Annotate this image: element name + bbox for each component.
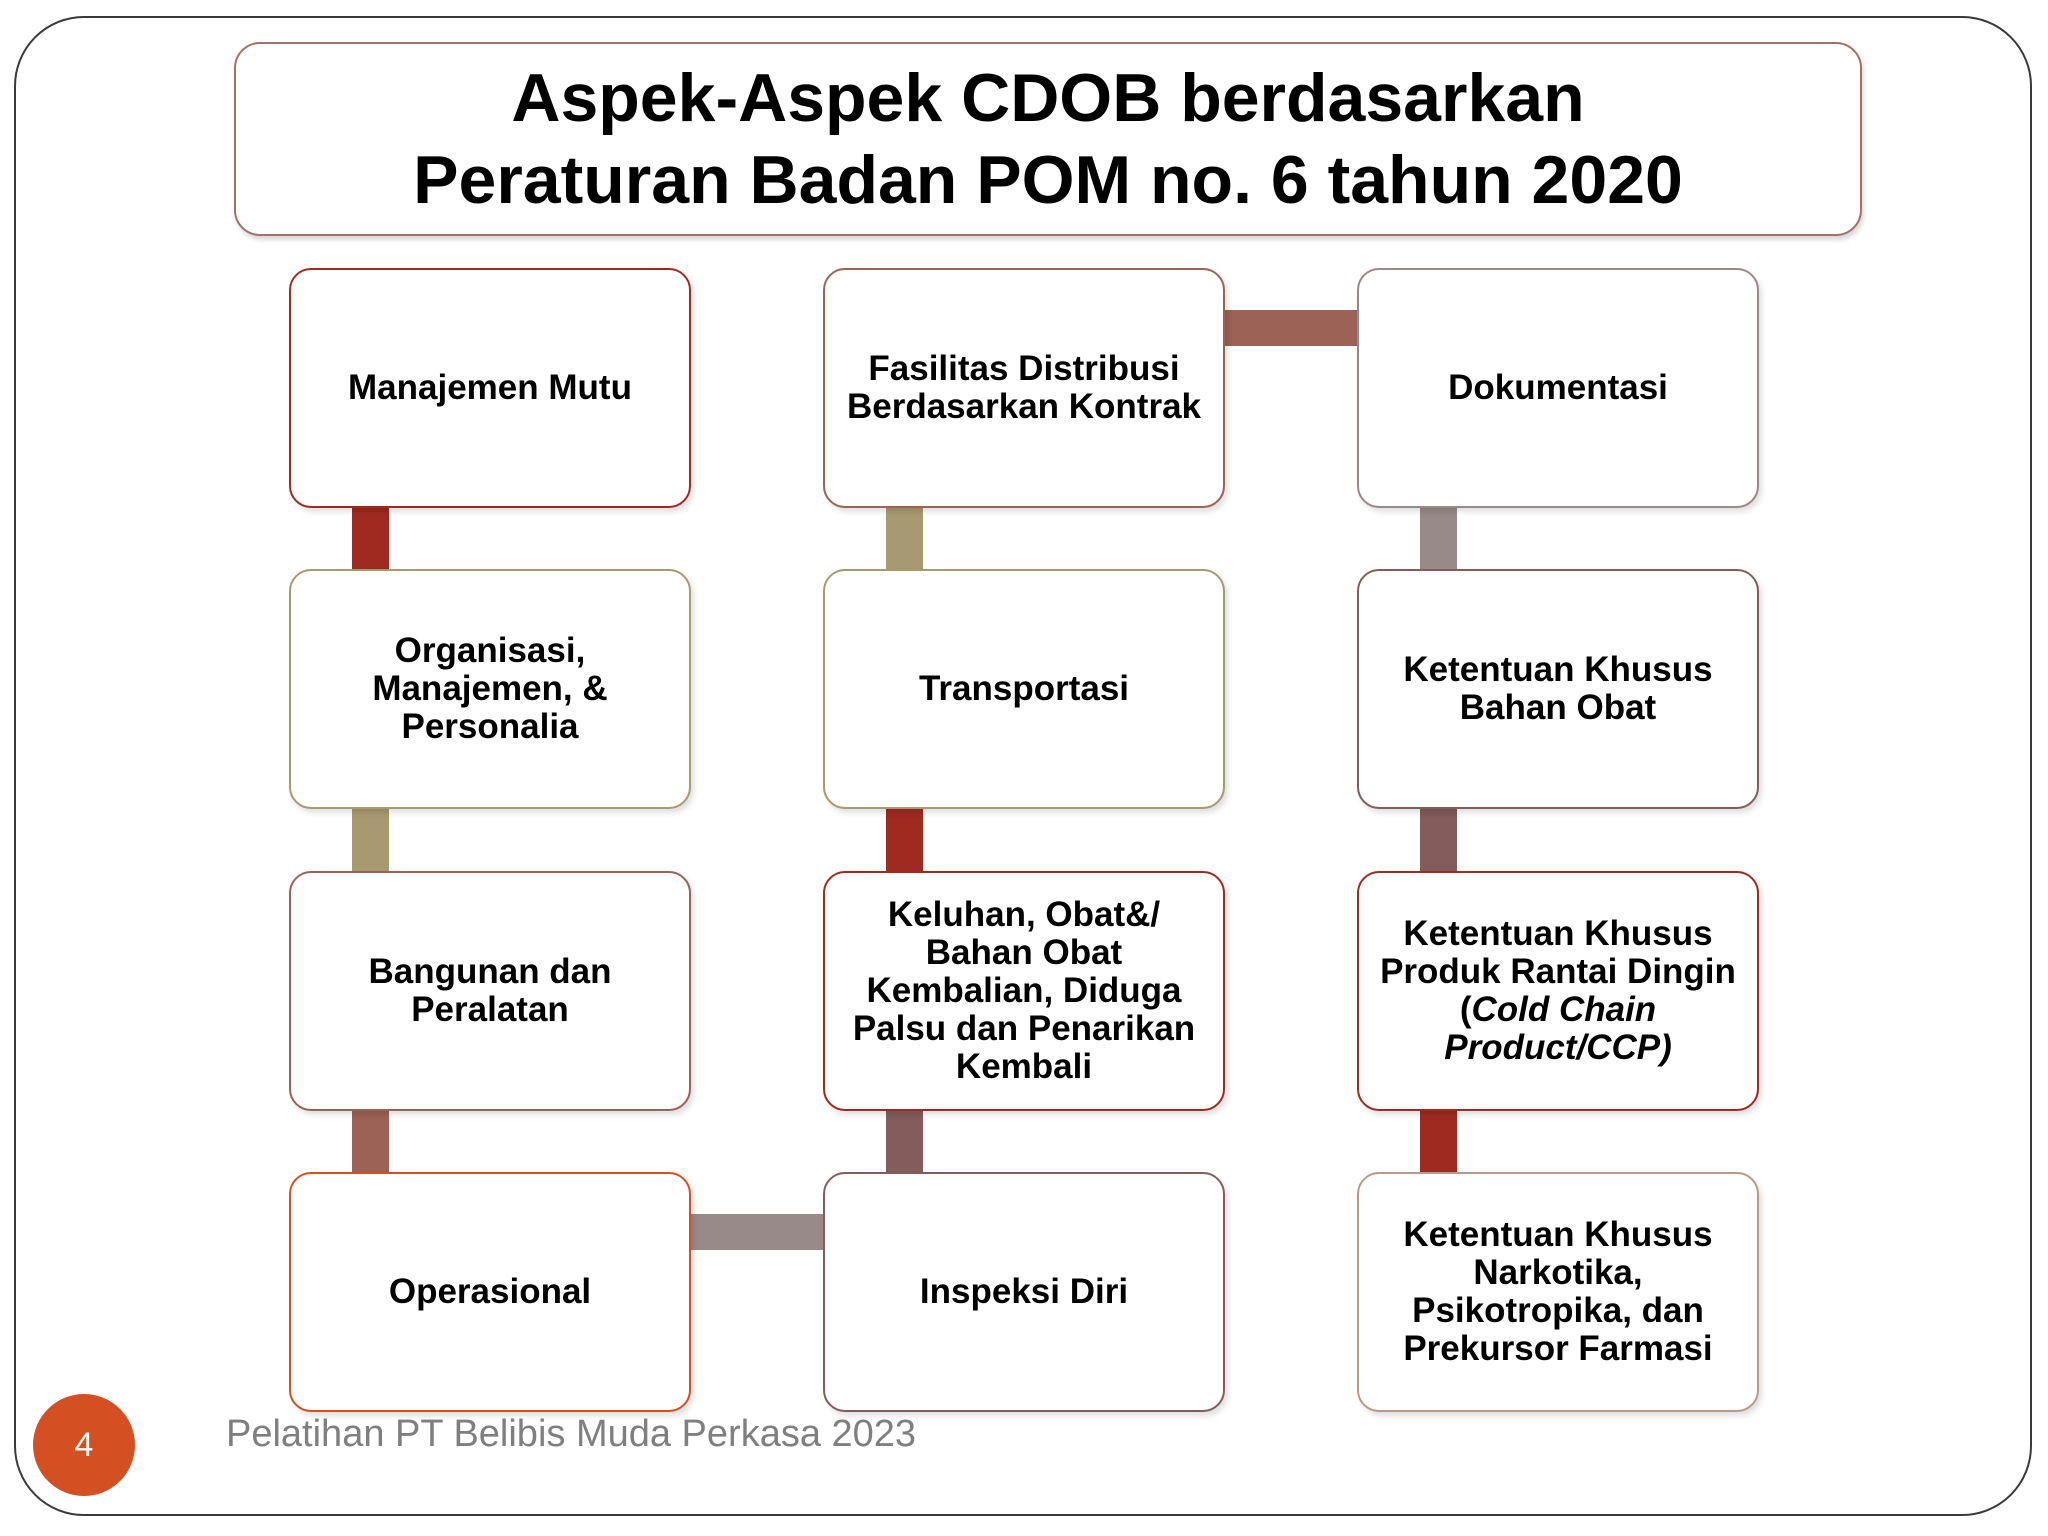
node-label: Manajemen Mutu — [348, 368, 632, 407]
title-line-1: Aspek-Aspek CDOB berdasarkan — [511, 60, 1585, 136]
node-narkotika — [1357, 1172, 1759, 1412]
node-inspeksi-diri — [823, 1172, 1225, 1412]
connector-organisasi-bangunan — [352, 809, 389, 871]
node-label: Inspeksi Diri — [919, 1272, 1129, 1311]
node-manajemen-mutu — [289, 268, 691, 508]
connector-transportasi-fasilitas — [886, 508, 923, 570]
connector-operasional-inspeksi — [690, 1214, 824, 1250]
node-fasilitas-kontrak — [823, 268, 1225, 508]
node-label: Fasilitas Distribusi Berdasarkan Kontrak — [846, 349, 1202, 426]
node-label: Keluhan, Obat&/ Bahan Obat Kembalian, Diduga Palsu dan Penarikan Kembali — [852, 895, 1196, 1086]
node-cold-chain — [1357, 871, 1759, 1111]
page-number-badge — [33, 1394, 135, 1496]
node-label: Organisasi, Manajemen, & Personalia — [372, 631, 608, 746]
connector-keluhan-transportasi — [886, 809, 923, 871]
title-line-2: Peraturan Badan POM no. 6 tahun 2020 — [413, 142, 1683, 218]
connector-bangunan-operasional — [352, 1111, 389, 1173]
footer-text: Pelatihan PT Belibis Muda Perkasa 2023 — [226, 1413, 917, 1455]
connector-fasilitas-dokumentasi — [1224, 310, 1358, 346]
connector-ccp-narkotika — [1420, 1111, 1457, 1173]
node-operasional — [289, 1172, 691, 1412]
connector-mutu-organisasi — [352, 508, 389, 570]
node-label-prefix: Ketentuan Khusus Produk Rantai Dingin ( — [1380, 914, 1736, 1029]
node-bahan-obat — [1357, 569, 1759, 809]
node-label: Dokumentasi — [1448, 368, 1668, 407]
title-box — [234, 42, 1862, 236]
node-label: Ketentuan Khusus Bahan Obat — [1403, 650, 1713, 727]
node-label: Ketentuan Khusus Narkotika, Psikotropika, dan Prekursor Farmasi — [1403, 1215, 1713, 1368]
node-dokumentasi — [1357, 268, 1759, 508]
node-label — [1377, 915, 1739, 1067]
node-transportasi — [823, 569, 1225, 809]
connector-bahan-obat-ccp — [1420, 809, 1457, 871]
node-organisasi — [289, 569, 691, 809]
page-number: 4 — [74, 1425, 94, 1464]
node-label: Bangunan dan Peralatan — [368, 952, 612, 1029]
node-label: Transportasi — [918, 669, 1130, 708]
connector-dokumentasi-bahan-obat — [1420, 508, 1457, 570]
node-bangunan — [289, 871, 691, 1111]
node-keluhan — [823, 871, 1225, 1111]
connector-inspeksi-keluhan — [886, 1111, 923, 1173]
node-label: Operasional — [388, 1272, 592, 1311]
node-label-italic: Cold Chain Product/CCP) — [1444, 990, 1672, 1067]
